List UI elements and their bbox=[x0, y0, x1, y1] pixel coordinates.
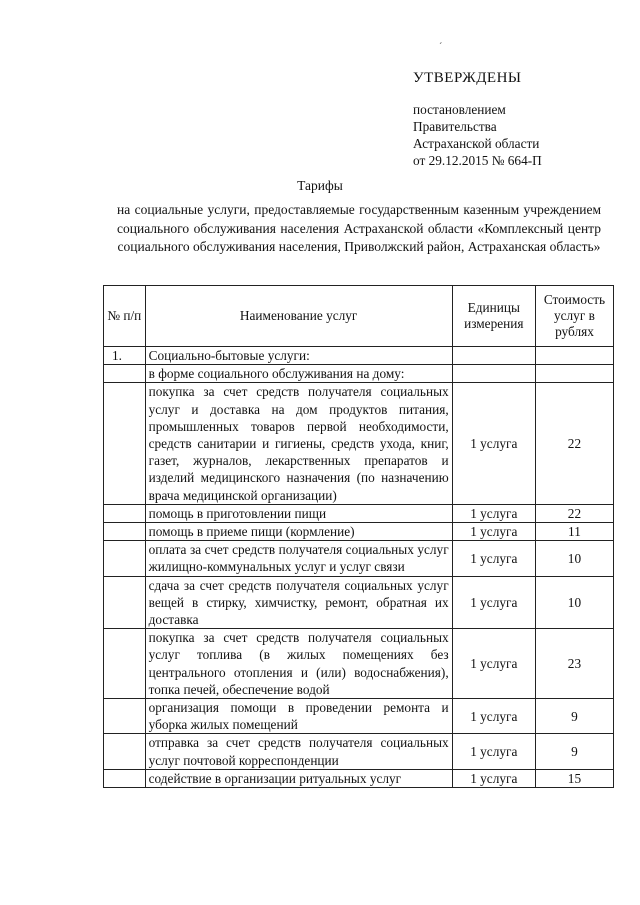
row-num bbox=[104, 734, 146, 769]
row-num bbox=[104, 523, 146, 541]
row-price: 23 bbox=[535, 629, 613, 699]
header-num: № п/п bbox=[104, 286, 146, 347]
table-row bbox=[104, 541, 614, 576]
table-row bbox=[104, 576, 614, 629]
row-name: в форме социального обслуживания на дому: bbox=[145, 365, 452, 383]
row-price: 9 bbox=[535, 699, 613, 734]
row-unit: 1 услуга bbox=[452, 383, 535, 504]
row-price: 15 bbox=[535, 769, 613, 787]
row-name: организация помощи в проведении ремонта и уборка жилых помещений bbox=[145, 699, 452, 734]
table-row bbox=[104, 383, 614, 504]
row-unit: 1 услуга bbox=[452, 699, 535, 734]
row-price: 11 bbox=[535, 523, 613, 541]
approval-line: Правительства bbox=[413, 119, 497, 134]
row-unit: 1 услуга bbox=[452, 523, 535, 541]
header-name: Наименование услуг bbox=[145, 286, 452, 347]
header-price: Стоимость услуг в рублях bbox=[535, 286, 613, 347]
row-num bbox=[104, 576, 146, 629]
row-num bbox=[104, 541, 146, 576]
row-num bbox=[104, 365, 146, 383]
approval-line: постановлением bbox=[413, 102, 506, 117]
row-num bbox=[104, 769, 146, 787]
row-price: 22 bbox=[535, 504, 613, 522]
scan-mark: ˊ bbox=[439, 42, 443, 53]
row-unit: 1 услуга bbox=[452, 576, 535, 629]
row-name: отправка за счет средств получателя социальных услуг почтовой корреспонденции bbox=[145, 734, 452, 769]
header-unit: Единицы измерения bbox=[452, 286, 535, 347]
row-name: помощь в приеме пищи (кормление) bbox=[145, 523, 452, 541]
approval-line: от 29.12.2015 № 664-П bbox=[413, 153, 542, 168]
row-unit bbox=[452, 347, 535, 365]
table-header-row bbox=[104, 286, 614, 347]
row-name: покупка за счет средств получателя социальных услуг топлива (в жилых помещениях без центрального отопления и (или) водоснабжения), топка печей, обеспечение водой bbox=[145, 629, 452, 699]
table-row bbox=[104, 504, 614, 522]
row-name: Социально-бытовые услуги: bbox=[145, 347, 452, 365]
row-name: содействие в организации ритуальных услуг bbox=[145, 769, 452, 787]
approval-line: Астраханской области bbox=[413, 136, 540, 151]
table-row bbox=[104, 523, 614, 541]
row-unit: 1 услуга bbox=[452, 734, 535, 769]
approval-details bbox=[413, 101, 542, 169]
row-price: 9 bbox=[535, 734, 613, 769]
row-price: 10 bbox=[535, 576, 613, 629]
row-price bbox=[535, 365, 613, 383]
row-unit: 1 услуга bbox=[452, 504, 535, 522]
table-row bbox=[104, 365, 614, 383]
row-unit: 1 услуга bbox=[452, 541, 535, 576]
table-row bbox=[104, 734, 614, 769]
document-subtitle: на социальные услуги, предоставляемые государственным казенным учреждением социального обслуживания населения Астраханской области «Комплексный центр социального обслуживания населения, Приволжский район, Астраханская область» bbox=[117, 202, 601, 255]
tariff-table bbox=[103, 285, 614, 788]
row-price: 10 bbox=[535, 541, 613, 576]
row-num: 1. bbox=[104, 347, 146, 365]
row-num bbox=[104, 504, 146, 522]
row-num bbox=[104, 629, 146, 699]
row-unit: 1 услуга bbox=[452, 769, 535, 787]
document-title: Тарифы bbox=[297, 178, 343, 193]
row-price bbox=[535, 347, 613, 365]
table-row bbox=[104, 699, 614, 734]
row-price: 22 bbox=[535, 383, 613, 504]
row-name: сдача за счет средств получателя социальных услуг вещей в стирку, химчистку, ремонт, обратная их доставка bbox=[145, 576, 452, 629]
approved-heading: УТВЕРЖДЕНЫ bbox=[413, 70, 522, 86]
table-row bbox=[104, 347, 614, 365]
table-row bbox=[104, 769, 614, 787]
row-unit bbox=[452, 365, 535, 383]
table-row bbox=[104, 629, 614, 699]
row-unit: 1 услуга bbox=[452, 629, 535, 699]
row-num bbox=[104, 699, 146, 734]
row-name: покупка за счет средств получателя социальных услуг и доставка на дом продуктов питания, промышленных товаров первой необходимости, средств санитарии и гигиены, средств ухода, книг, газет, журналов, лекарственных препаратов и изделий медицинского назначения (по назначению врача медицинской организации) bbox=[145, 383, 452, 504]
row-name: оплата за счет средств получателя социальных услуг жилищно-коммунальных услуг и услуг связи bbox=[145, 541, 452, 576]
row-name: помощь в приготовлении пищи bbox=[145, 504, 452, 522]
row-num bbox=[104, 383, 146, 504]
